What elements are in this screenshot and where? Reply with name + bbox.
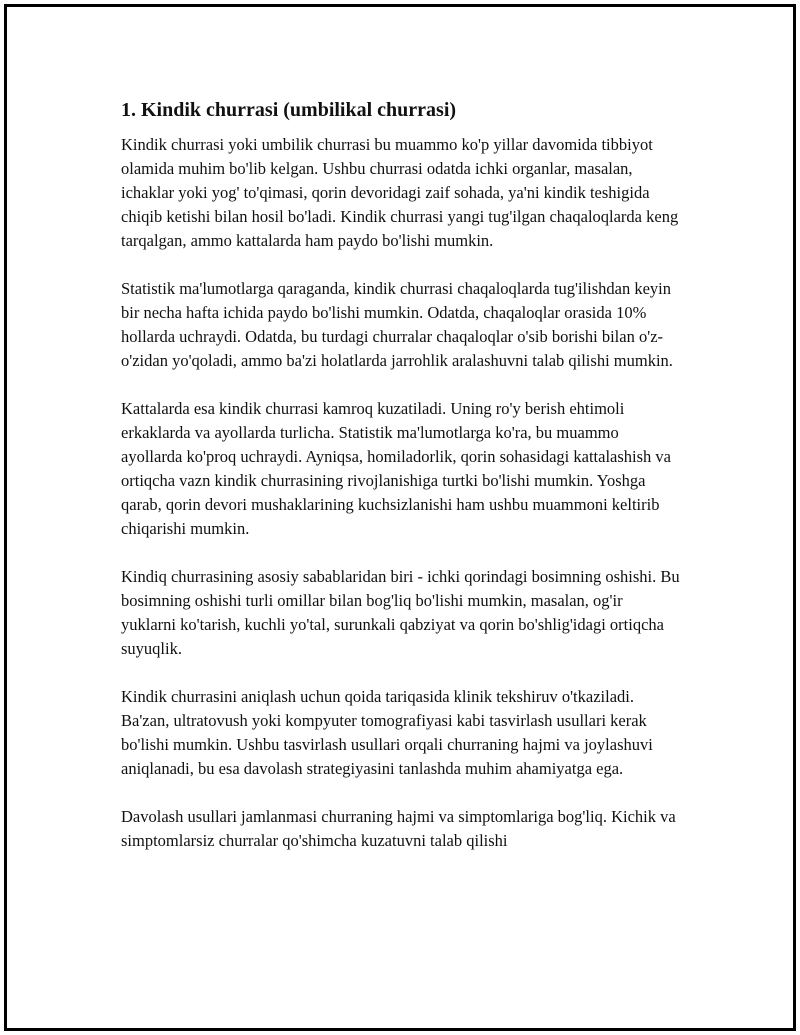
document-page <box>4 4 796 1031</box>
paragraph-1: Kindik churrasi yoki umbilik churrasi bu muammo ko'p yillar davomida tibbiyot olamida muhim bo'lib kelgan. Ushbu churrasi odatda ichki organlar, masalan, ichaklar yoki yog' to'qimasi, qorin devoridagi zaif sohada, ya'ni kindik teshigida chiqib ketishi bilan hosil bo'ladi. Kindik churrasi yangi tug'ilgan chaqaloqlarda keng tarqalgan, ammo kattalarda ham paydo bo'lishi mumkin. <box>121 135 679 250</box>
section-heading: 1. Kindik churrasi (umbilikal churrasi) <box>121 99 457 121</box>
paragraph-5: Kindik churrasini aniqlash uchun qoida tariqasida klinik tekshiruv o'tkaziladi. Ba'zan, ultratovush yoki kompyuter tomografiyasi kabi tasvirlash usullari kerak bo'lishi mumkin. Ushbu tasvirlash usullari orqali churraning hajmi va joylashuvi aniqlanadi, bu esa davolash strategiyasini tanlashda muhim ahamiyatga ega. <box>121 687 653 778</box>
page-content <box>121 97 681 877</box>
paragraph-3: Kattalarda esa kindik churrasi kamroq kuzatiladi. Uning ro'y berish ehtimoli erkaklarda va ayollarda turlicha. Statistik ma'lumotlarga ko'ra, bu muammo ayollarda ko'proq uchraydi. Ayniqsa, homiladorlik, qorin sohasidagi kattalashish va ortiqcha vazn kindik churrasining rivojlanishiga turtki bo'lishi mumkin. Yoshga qarab, qorin devori mushaklarining kuchsizlanishi ham ushbu muammoni keltirib chiqarishi mumkin. <box>121 399 671 538</box>
paragraph-6: Davolash usullari jamlanmasi churraning hajmi va simptomlariga bog'liq. Kichik va simptomlarsiz churralar qo'shimcha kuzatuvni talab qilishi <box>121 807 676 850</box>
paragraph-4: Kindiq churrasining asosiy sabablaridan biri - ichki qorindagi bosimning oshishi. Bu bosimning oshishi turli omillar bilan bog'liq bo'lishi mumkin, masalan, og'ir yuklarni ko'tarish, kuchli yo'tal, surunkali qabziyat va qorin bo'shlig'idagi ortiqcha suyuqlik. <box>121 567 680 658</box>
paragraph-2: Statistik ma'lumotlarga qaraganda, kindik churrasi chaqaloqlarda tug'ilishdan keyin bir necha hafta ichida paydo bo'lishi mumkin. Odatda, chaqaloqlar orasida 10% hollarda uchraydi. Odatda, bu turdagi churralar chaqaloqlar o'sib borishi bilan o'z-o'zidan yo'qoladi, ammo ba'zi holatlarda jarrohlik aralashuvni talab qilishi mumkin. <box>121 279 673 370</box>
